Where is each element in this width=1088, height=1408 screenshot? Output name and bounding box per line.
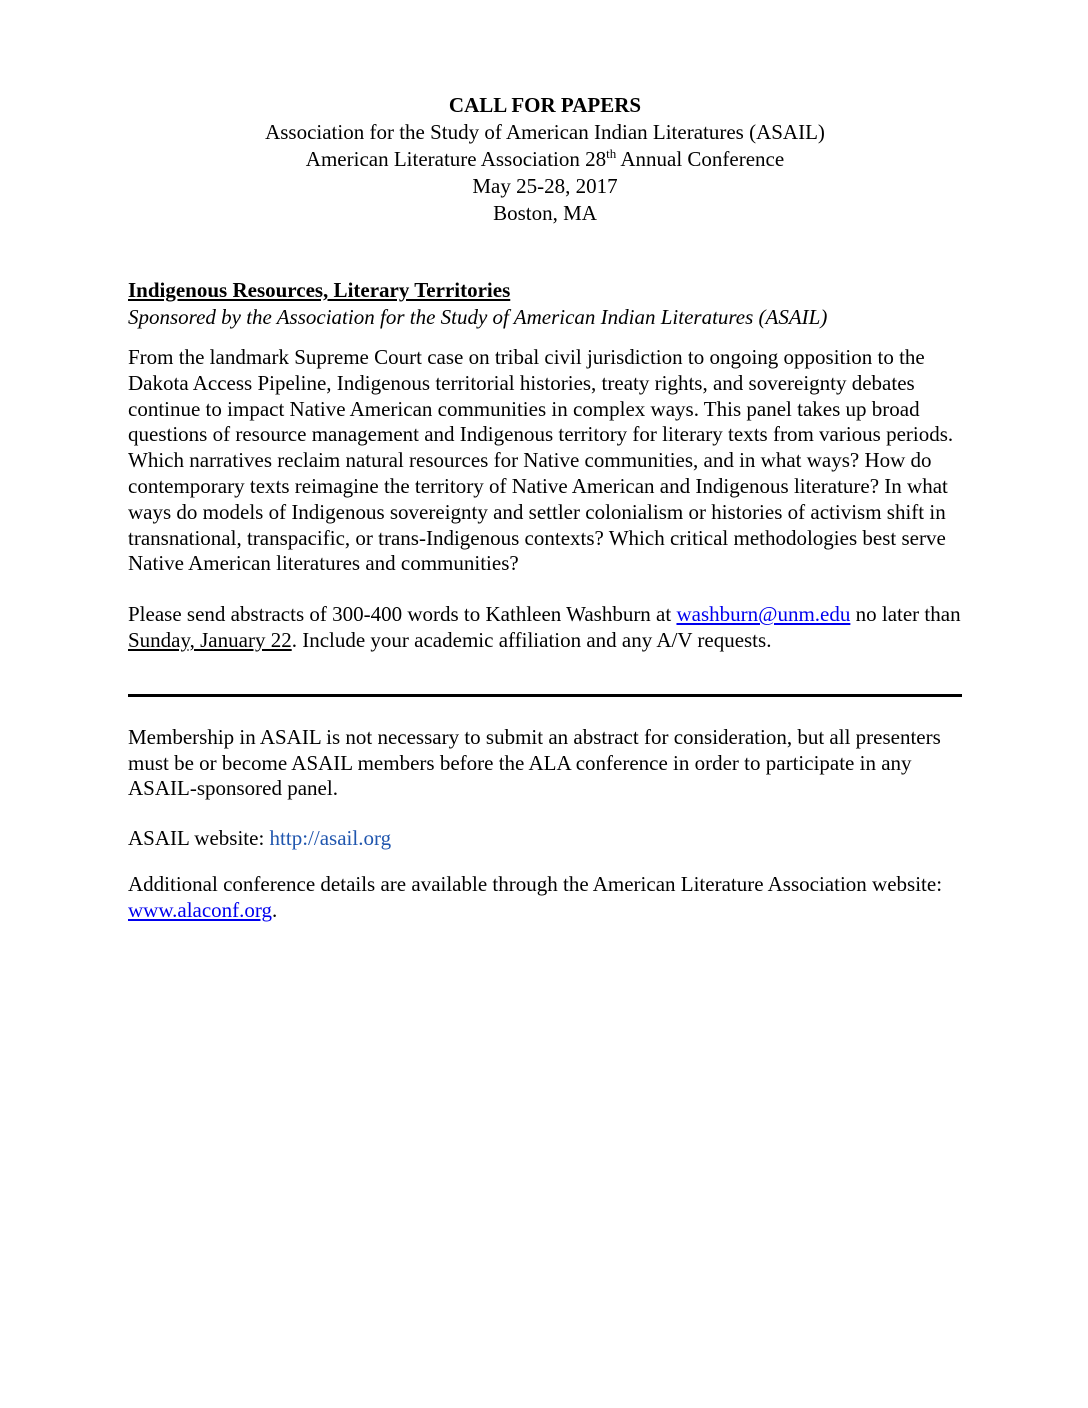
ala-website-link[interactable]: www.alaconf.org	[128, 897, 273, 922]
session-heading: Indigenous Resources, Literary Territories	[128, 278, 511, 302]
session-sponsor-line: Sponsored by the Association for the Study of American Indian Literatures (ASAIL)	[128, 305, 828, 329]
session-block	[128, 277, 962, 331]
website-label: ASAIL website:	[128, 826, 270, 851]
membership-paragraph: Membership in ASAIL is not necessary to submit an abstract for consideration, but all presenters must be or become ASAIL members before the ALA conference in order to participate in any ASAIL-sponsored panel.	[128, 724, 941, 801]
submission-text-post: . Include your academic affiliation and any A/V requests.	[291, 627, 772, 652]
submission-deadline: Sunday, January 22	[128, 627, 292, 652]
doc-title: CALL FOR PAPERS	[448, 93, 642, 117]
details-text-pre: Additional conference details are available through the American Literature Association website:	[128, 871, 943, 896]
submission-text-pre: Please send abstracts of 300-400 words to Kathleen Washburn at	[128, 602, 677, 627]
asail-website-line	[128, 826, 962, 852]
details-text-post: .	[272, 897, 278, 922]
location-text: Boston, MA	[493, 201, 597, 225]
section-divider	[128, 694, 962, 697]
document-header	[128, 92, 962, 227]
submission-text-mid: no later than	[850, 602, 961, 627]
association-text: Association for the Study of American Indian Literatures (ASAIL)	[265, 120, 825, 144]
conference-ordinal: th	[606, 146, 617, 161]
conference-text-post: Annual Conference	[616, 147, 785, 171]
conference-details-paragraph	[128, 872, 962, 924]
header-conference-line	[128, 146, 962, 173]
dates-text: May 25-28, 2017	[472, 174, 618, 198]
header-location-line	[128, 200, 962, 227]
asail-website-link[interactable]: http://asail.org	[269, 826, 392, 851]
panel-description-paragraph: From the landmark Supreme Court case on tribal civil jurisdiction to ongoing opposition to the Dakota Access Pipeline, Indigenous territorial histories, treaty rights, and sovereignty debates continue to impact Native American communities in complex ways. This panel takes up broad questions of resource management and Indigenous territory for literary texts from various periods. Which narratives reclaim natural resources for Native communities, and in what ways? How do contemporary texts reimagine the territory of Native American and Indigenous literature? In what ways do models of Indigenous sovereignty and settler colonialism or histories of activism shift in transnational, transpacific, or trans-Indigenous contexts? Which critical methodologies best serve Native American literatures and communities?	[128, 345, 954, 576]
header-dates-line	[128, 173, 962, 200]
email-link[interactable]: washburn@unm.edu	[676, 602, 851, 627]
conference-text-pre: American Literature Association 28	[305, 147, 607, 171]
submission-paragraph	[128, 602, 962, 654]
header-association-line	[128, 119, 962, 146]
